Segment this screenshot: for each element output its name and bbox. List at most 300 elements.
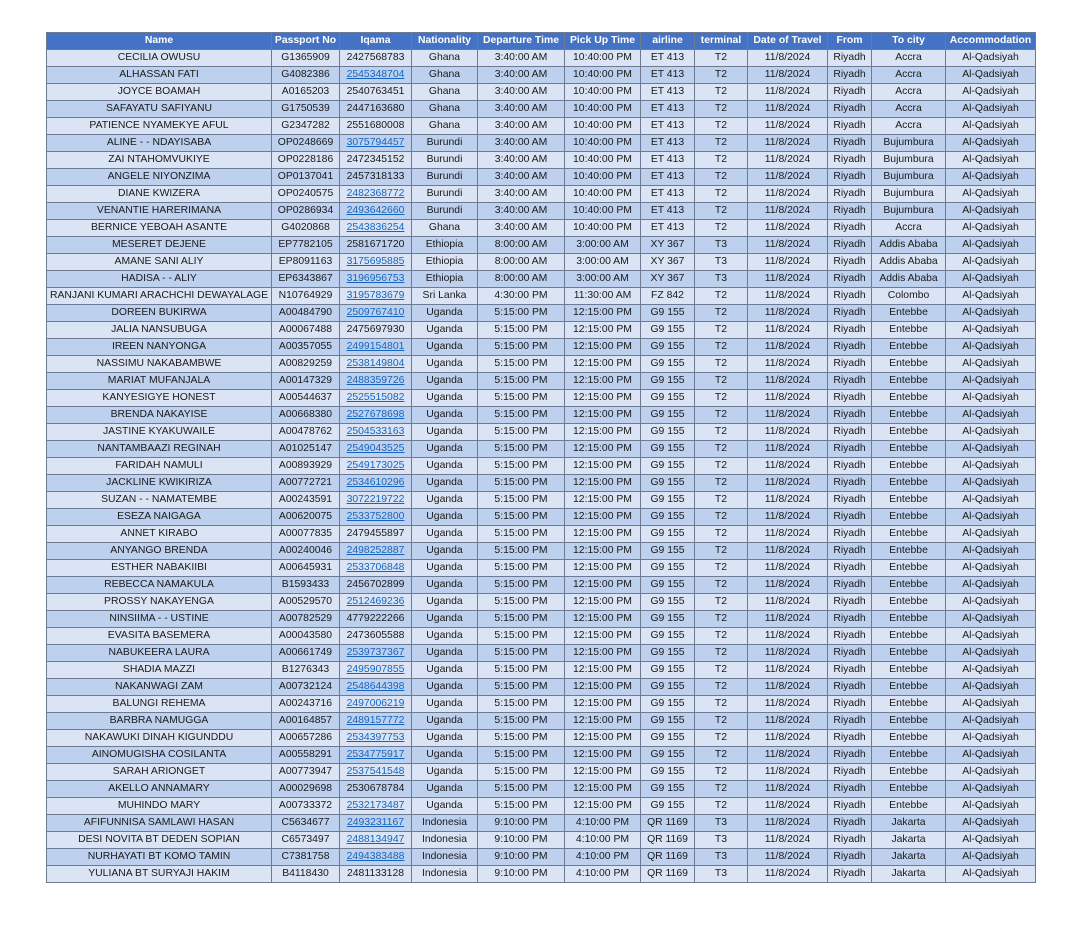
departure-time-cell: 5:15:00 PM bbox=[478, 798, 565, 815]
iqama-cell[interactable]: 2538149804 bbox=[340, 356, 412, 373]
to-city-cell: Entebbe bbox=[872, 611, 946, 628]
departure-time-cell: 5:15:00 PM bbox=[478, 713, 565, 730]
table-row bbox=[47, 101, 1036, 118]
departure-time-cell: 9:10:00 PM bbox=[478, 832, 565, 849]
travel-date-cell: 11/8/2024 bbox=[748, 866, 828, 883]
iqama-cell[interactable]: 2493231167 bbox=[340, 815, 412, 832]
accommodation-cell: Al-Qadsiyah bbox=[946, 254, 1036, 271]
departure-time-cell: 9:10:00 PM bbox=[478, 866, 565, 883]
from-cell: Riyadh bbox=[828, 526, 872, 543]
header-to-city[interactable]: To city bbox=[872, 33, 946, 50]
from-cell: Riyadh bbox=[828, 611, 872, 628]
nationality-cell: Uganda bbox=[412, 696, 478, 713]
terminal-cell: T2 bbox=[695, 101, 748, 118]
pickup-time-cell: 12:15:00 PM bbox=[565, 458, 641, 475]
accommodation-cell: Al-Qadsiyah bbox=[946, 679, 1036, 696]
departure-time-cell: 5:15:00 PM bbox=[478, 543, 565, 560]
pickup-time-cell: 12:15:00 PM bbox=[565, 509, 641, 526]
iqama-cell[interactable]: 2543836254 bbox=[340, 220, 412, 237]
header-airline[interactable]: airline bbox=[641, 33, 695, 50]
pickup-time-cell: 10:40:00 PM bbox=[565, 67, 641, 84]
terminal-cell: T2 bbox=[695, 730, 748, 747]
terminal-cell: T2 bbox=[695, 713, 748, 730]
terminal-cell: T2 bbox=[695, 747, 748, 764]
name-cell: NAKAWUKI DINAH KIGUNDDU bbox=[47, 730, 272, 747]
departure-time-cell: 5:15:00 PM bbox=[478, 458, 565, 475]
terminal-cell: T2 bbox=[695, 509, 748, 526]
name-cell: NANTAMBAAZI REGINAH bbox=[47, 441, 272, 458]
travel-date-cell: 11/8/2024 bbox=[748, 526, 828, 543]
iqama-cell[interactable]: 2498252887 bbox=[340, 543, 412, 560]
iqama-cell[interactable]: 2549043525 bbox=[340, 441, 412, 458]
accommodation-cell: Al-Qadsiyah bbox=[946, 543, 1036, 560]
iqama-cell[interactable]: 3195783679 bbox=[340, 288, 412, 305]
terminal-cell: T2 bbox=[695, 475, 748, 492]
terminal-cell: T2 bbox=[695, 441, 748, 458]
airline-cell: G9 155 bbox=[641, 441, 695, 458]
pickup-time-cell: 11:30:00 AM bbox=[565, 288, 641, 305]
to-city-cell: Entebbe bbox=[872, 798, 946, 815]
header-row bbox=[47, 33, 1036, 50]
nationality-cell: Uganda bbox=[412, 560, 478, 577]
name-cell: ESTHER NABAKIIBI bbox=[47, 560, 272, 577]
header-nationality[interactable]: Nationality bbox=[412, 33, 478, 50]
accommodation-cell: Al-Qadsiyah bbox=[946, 645, 1036, 662]
departure-time-cell: 5:15:00 PM bbox=[478, 611, 565, 628]
terminal-cell: T2 bbox=[695, 407, 748, 424]
departure-time-cell: 5:15:00 PM bbox=[478, 339, 565, 356]
table-row bbox=[47, 305, 1036, 322]
travel-date-cell: 11/8/2024 bbox=[748, 305, 828, 322]
pickup-time-cell: 12:15:00 PM bbox=[565, 611, 641, 628]
airline-cell: G9 155 bbox=[641, 764, 695, 781]
iqama-cell[interactable]: 2497006219 bbox=[340, 696, 412, 713]
table-row bbox=[47, 781, 1036, 798]
header-name[interactable]: Name bbox=[47, 33, 272, 50]
travel-date-cell: 11/8/2024 bbox=[748, 798, 828, 815]
terminal-cell: T2 bbox=[695, 339, 748, 356]
terminal-cell: T2 bbox=[695, 628, 748, 645]
iqama-cell: 4779222266 bbox=[340, 611, 412, 628]
accommodation-cell: Al-Qadsiyah bbox=[946, 441, 1036, 458]
from-cell: Riyadh bbox=[828, 866, 872, 883]
from-cell: Riyadh bbox=[828, 849, 872, 866]
departure-time-cell: 5:15:00 PM bbox=[478, 645, 565, 662]
name-cell: CECILIA OWUSU bbox=[47, 50, 272, 67]
table-row bbox=[47, 118, 1036, 135]
iqama-cell[interactable]: 2534610296 bbox=[340, 475, 412, 492]
iqama-cell[interactable]: 2493642660 bbox=[340, 203, 412, 220]
table-row bbox=[47, 543, 1036, 560]
accommodation-cell: Al-Qadsiyah bbox=[946, 560, 1036, 577]
from-cell: Riyadh bbox=[828, 288, 872, 305]
travel-date-cell: 11/8/2024 bbox=[748, 441, 828, 458]
nationality-cell: Uganda bbox=[412, 356, 478, 373]
terminal-cell: T2 bbox=[695, 356, 748, 373]
passport-cell: A00620075 bbox=[272, 509, 340, 526]
airline-cell: G9 155 bbox=[641, 424, 695, 441]
airline-cell: G9 155 bbox=[641, 526, 695, 543]
header-pick-up-time[interactable]: Pick Up Time bbox=[565, 33, 641, 50]
departure-time-cell: 5:15:00 PM bbox=[478, 390, 565, 407]
header-terminal[interactable]: terminal bbox=[695, 33, 748, 50]
table-row bbox=[47, 322, 1036, 339]
nationality-cell: Uganda bbox=[412, 611, 478, 628]
name-cell: ANGELE NIYONZIMA bbox=[47, 169, 272, 186]
to-city-cell: Bujumbura bbox=[872, 169, 946, 186]
accommodation-cell: Al-Qadsiyah bbox=[946, 237, 1036, 254]
travel-date-cell: 11/8/2024 bbox=[748, 237, 828, 254]
pickup-time-cell: 12:15:00 PM bbox=[565, 781, 641, 798]
passport-cell: A00067488 bbox=[272, 322, 340, 339]
name-cell: REBECCA NAMAKULA bbox=[47, 577, 272, 594]
pickup-time-cell: 12:15:00 PM bbox=[565, 798, 641, 815]
terminal-cell: T3 bbox=[695, 254, 748, 271]
terminal-cell: T2 bbox=[695, 169, 748, 186]
name-cell: FARIDAH NAMULI bbox=[47, 458, 272, 475]
departure-time-cell: 3:40:00 AM bbox=[478, 101, 565, 118]
departure-time-cell: 5:15:00 PM bbox=[478, 594, 565, 611]
passport-cell: A00164857 bbox=[272, 713, 340, 730]
airline-cell: G9 155 bbox=[641, 407, 695, 424]
travel-date-cell: 11/8/2024 bbox=[748, 254, 828, 271]
accommodation-cell: Al-Qadsiyah bbox=[946, 67, 1036, 84]
from-cell: Riyadh bbox=[828, 101, 872, 118]
passport-cell: A00829259 bbox=[272, 356, 340, 373]
name-cell: ESEZA NAIGAGA bbox=[47, 509, 272, 526]
departure-time-cell: 5:15:00 PM bbox=[478, 730, 565, 747]
departure-time-cell: 5:15:00 PM bbox=[478, 305, 565, 322]
accommodation-cell: Al-Qadsiyah bbox=[946, 424, 1036, 441]
name-cell: BALUNGI REHEMA bbox=[47, 696, 272, 713]
accommodation-cell: Al-Qadsiyah bbox=[946, 713, 1036, 730]
nationality-cell: Burundi bbox=[412, 169, 478, 186]
from-cell: Riyadh bbox=[828, 305, 872, 322]
to-city-cell: Colombo bbox=[872, 288, 946, 305]
nationality-cell: Ethiopia bbox=[412, 254, 478, 271]
travel-date-cell: 11/8/2024 bbox=[748, 832, 828, 849]
iqama-cell[interactable]: 2532173487 bbox=[340, 798, 412, 815]
iqama-cell[interactable]: 3075794457 bbox=[340, 135, 412, 152]
terminal-cell: T2 bbox=[695, 764, 748, 781]
iqama-cell[interactable]: 2488359726 bbox=[340, 373, 412, 390]
airline-cell: G9 155 bbox=[641, 373, 695, 390]
nationality-cell: Indonesia bbox=[412, 866, 478, 883]
table-row bbox=[47, 849, 1036, 866]
iqama-cell[interactable]: 2527678698 bbox=[340, 407, 412, 424]
terminal-cell: T3 bbox=[695, 815, 748, 832]
name-cell: DIANE KWIZERA bbox=[47, 186, 272, 203]
iqama-cell: 2427568783 bbox=[340, 50, 412, 67]
passport-cell: A00243716 bbox=[272, 696, 340, 713]
departure-time-cell: 8:00:00 AM bbox=[478, 254, 565, 271]
from-cell: Riyadh bbox=[828, 203, 872, 220]
iqama-cell[interactable]: 2539737367 bbox=[340, 645, 412, 662]
terminal-cell: T2 bbox=[695, 458, 748, 475]
name-cell: PROSSY NAKAYENGA bbox=[47, 594, 272, 611]
terminal-cell: T2 bbox=[695, 696, 748, 713]
airline-cell: ET 413 bbox=[641, 118, 695, 135]
iqama-cell[interactable]: 3072219722 bbox=[340, 492, 412, 509]
travel-date-cell: 11/8/2024 bbox=[748, 543, 828, 560]
name-cell: JASTINE KYAKUWAILE bbox=[47, 424, 272, 441]
name-cell: MESERET DEJENE bbox=[47, 237, 272, 254]
to-city-cell: Entebbe bbox=[872, 781, 946, 798]
iqama-cell[interactable]: 2533706848 bbox=[340, 560, 412, 577]
pickup-time-cell: 12:15:00 PM bbox=[565, 526, 641, 543]
travel-roster-table bbox=[46, 32, 1036, 883]
airline-cell: ET 413 bbox=[641, 203, 695, 220]
to-city-cell: Bujumbura bbox=[872, 152, 946, 169]
passport-cell: A00773947 bbox=[272, 764, 340, 781]
nationality-cell: Burundi bbox=[412, 186, 478, 203]
to-city-cell: Entebbe bbox=[872, 407, 946, 424]
iqama-cell: 2456702899 bbox=[340, 577, 412, 594]
passport-cell: A00893929 bbox=[272, 458, 340, 475]
header-from[interactable]: From bbox=[828, 33, 872, 50]
iqama-cell[interactable]: 2489157772 bbox=[340, 713, 412, 730]
iqama-cell[interactable]: 2545348704 bbox=[340, 67, 412, 84]
airline-cell: XY 367 bbox=[641, 271, 695, 288]
travel-date-cell: 11/8/2024 bbox=[748, 458, 828, 475]
name-cell: MARIAT MUFANJALA bbox=[47, 373, 272, 390]
to-city-cell: Addis Ababa bbox=[872, 271, 946, 288]
iqama-cell[interactable]: 2482368772 bbox=[340, 186, 412, 203]
departure-time-cell: 5:15:00 PM bbox=[478, 526, 565, 543]
iqama-cell[interactable]: 2509767410 bbox=[340, 305, 412, 322]
travel-date-cell: 11/8/2024 bbox=[748, 84, 828, 101]
travel-date-cell: 11/8/2024 bbox=[748, 186, 828, 203]
accommodation-cell: Al-Qadsiyah bbox=[946, 628, 1036, 645]
header-accommodation[interactable]: Accommodation bbox=[946, 33, 1036, 50]
travel-date-cell: 11/8/2024 bbox=[748, 373, 828, 390]
terminal-cell: T2 bbox=[695, 560, 748, 577]
pickup-time-cell: 12:15:00 PM bbox=[565, 492, 641, 509]
iqama-cell: 2540763451 bbox=[340, 84, 412, 101]
iqama-cell[interactable]: 2533752800 bbox=[340, 509, 412, 526]
accommodation-cell: Al-Qadsiyah bbox=[946, 390, 1036, 407]
travel-date-cell: 11/8/2024 bbox=[748, 288, 828, 305]
name-cell: BARBRA NAMUGGA bbox=[47, 713, 272, 730]
travel-date-cell: 11/8/2024 bbox=[748, 679, 828, 696]
header-departure-time[interactable]: Departure Time bbox=[478, 33, 565, 50]
terminal-cell: T2 bbox=[695, 135, 748, 152]
name-cell: ANNET KIRABO bbox=[47, 526, 272, 543]
accommodation-cell: Al-Qadsiyah bbox=[946, 577, 1036, 594]
from-cell: Riyadh bbox=[828, 577, 872, 594]
to-city-cell: Entebbe bbox=[872, 322, 946, 339]
name-cell: VENANTIE HARERIMANA bbox=[47, 203, 272, 220]
passport-cell: OP0228186 bbox=[272, 152, 340, 169]
iqama-cell[interactable]: 2548644398 bbox=[340, 679, 412, 696]
name-cell: ALINE - - NDAYISABA bbox=[47, 135, 272, 152]
from-cell: Riyadh bbox=[828, 373, 872, 390]
pickup-time-cell: 10:40:00 PM bbox=[565, 50, 641, 67]
from-cell: Riyadh bbox=[828, 730, 872, 747]
to-city-cell: Entebbe bbox=[872, 373, 946, 390]
name-cell: NAKANWAGI ZAM bbox=[47, 679, 272, 696]
pickup-time-cell: 12:15:00 PM bbox=[565, 390, 641, 407]
travel-date-cell: 11/8/2024 bbox=[748, 815, 828, 832]
iqama-cell: 2475697930 bbox=[340, 322, 412, 339]
pickup-time-cell: 12:15:00 PM bbox=[565, 730, 641, 747]
airline-cell: G9 155 bbox=[641, 645, 695, 662]
travel-date-cell: 11/8/2024 bbox=[748, 577, 828, 594]
airline-cell: G9 155 bbox=[641, 713, 695, 730]
passport-cell: A00484790 bbox=[272, 305, 340, 322]
to-city-cell: Entebbe bbox=[872, 713, 946, 730]
airline-cell: ET 413 bbox=[641, 50, 695, 67]
name-cell: AKELLO ANNAMARY bbox=[47, 781, 272, 798]
name-cell: EVASITA BASEMERA bbox=[47, 628, 272, 645]
iqama-cell[interactable]: 3196956753 bbox=[340, 271, 412, 288]
pickup-time-cell: 12:15:00 PM bbox=[565, 662, 641, 679]
departure-time-cell: 5:15:00 PM bbox=[478, 475, 565, 492]
name-cell: ANYANGO BRENDA bbox=[47, 543, 272, 560]
accommodation-cell: Al-Qadsiyah bbox=[946, 662, 1036, 679]
from-cell: Riyadh bbox=[828, 441, 872, 458]
travel-date-cell: 11/8/2024 bbox=[748, 475, 828, 492]
to-city-cell: Accra bbox=[872, 101, 946, 118]
to-city-cell: Entebbe bbox=[872, 679, 946, 696]
to-city-cell: Entebbe bbox=[872, 492, 946, 509]
terminal-cell: T3 bbox=[695, 849, 748, 866]
terminal-cell: T2 bbox=[695, 526, 748, 543]
header-passport-no[interactable]: Passport No bbox=[272, 33, 340, 50]
departure-time-cell: 5:15:00 PM bbox=[478, 509, 565, 526]
travel-date-cell: 11/8/2024 bbox=[748, 135, 828, 152]
terminal-cell: T2 bbox=[695, 662, 748, 679]
iqama-cell[interactable]: 2499154801 bbox=[340, 339, 412, 356]
iqama-cell[interactable]: 2488134947 bbox=[340, 832, 412, 849]
to-city-cell: Addis Ababa bbox=[872, 237, 946, 254]
table-row bbox=[47, 713, 1036, 730]
nationality-cell: Uganda bbox=[412, 679, 478, 696]
travel-date-cell: 11/8/2024 bbox=[748, 696, 828, 713]
from-cell: Riyadh bbox=[828, 50, 872, 67]
iqama-cell[interactable]: 2534775917 bbox=[340, 747, 412, 764]
passport-cell: OP0137041 bbox=[272, 169, 340, 186]
to-city-cell: Entebbe bbox=[872, 662, 946, 679]
to-city-cell: Accra bbox=[872, 220, 946, 237]
airline-cell: G9 155 bbox=[641, 798, 695, 815]
iqama-cell[interactable]: 3175695885 bbox=[340, 254, 412, 271]
name-cell: ALHASSAN FATI bbox=[47, 67, 272, 84]
pickup-time-cell: 12:15:00 PM bbox=[565, 356, 641, 373]
passport-cell: A00772721 bbox=[272, 475, 340, 492]
iqama-cell[interactable]: 2537541548 bbox=[340, 764, 412, 781]
passport-cell: G1750539 bbox=[272, 101, 340, 118]
iqama-cell[interactable]: 2549173025 bbox=[340, 458, 412, 475]
nationality-cell: Ghana bbox=[412, 101, 478, 118]
to-city-cell: Bujumbura bbox=[872, 135, 946, 152]
table-row bbox=[47, 866, 1036, 883]
to-city-cell: Entebbe bbox=[872, 526, 946, 543]
from-cell: Riyadh bbox=[828, 322, 872, 339]
name-cell: KANYESIGYE HONEST bbox=[47, 390, 272, 407]
table-row bbox=[47, 441, 1036, 458]
passport-cell: B1593433 bbox=[272, 577, 340, 594]
airline-cell: G9 155 bbox=[641, 679, 695, 696]
nationality-cell: Uganda bbox=[412, 492, 478, 509]
airline-cell: FZ 842 bbox=[641, 288, 695, 305]
airline-cell: QR 1169 bbox=[641, 849, 695, 866]
nationality-cell: Uganda bbox=[412, 662, 478, 679]
pickup-time-cell: 4:10:00 PM bbox=[565, 849, 641, 866]
airline-cell: G9 155 bbox=[641, 696, 695, 713]
airline-cell: G9 155 bbox=[641, 475, 695, 492]
accommodation-cell: Al-Qadsiyah bbox=[946, 203, 1036, 220]
name-cell: AINOMUGISHA COSILANTA bbox=[47, 747, 272, 764]
nationality-cell: Uganda bbox=[412, 373, 478, 390]
iqama-cell[interactable]: 2504533163 bbox=[340, 424, 412, 441]
terminal-cell: T2 bbox=[695, 594, 748, 611]
accommodation-cell: Al-Qadsiyah bbox=[946, 730, 1036, 747]
iqama-cell[interactable]: 2525515082 bbox=[340, 390, 412, 407]
travel-date-cell: 11/8/2024 bbox=[748, 645, 828, 662]
table-row bbox=[47, 390, 1036, 407]
header-iqama[interactable]: Iqama bbox=[340, 33, 412, 50]
travel-date-cell: 11/8/2024 bbox=[748, 407, 828, 424]
nationality-cell: Indonesia bbox=[412, 849, 478, 866]
name-cell: JOYCE BOAMAH bbox=[47, 84, 272, 101]
to-city-cell: Entebbe bbox=[872, 424, 946, 441]
iqama-cell: 2472345152 bbox=[340, 152, 412, 169]
departure-time-cell: 9:10:00 PM bbox=[478, 849, 565, 866]
table-row bbox=[47, 509, 1036, 526]
passport-cell: A00147329 bbox=[272, 373, 340, 390]
travel-date-cell: 11/8/2024 bbox=[748, 169, 828, 186]
name-cell: AFIFUNNISA SAMLAWI HASAN bbox=[47, 815, 272, 832]
pickup-time-cell: 12:15:00 PM bbox=[565, 594, 641, 611]
to-city-cell: Entebbe bbox=[872, 509, 946, 526]
iqama-cell[interactable]: 2494383488 bbox=[340, 849, 412, 866]
departure-time-cell: 5:15:00 PM bbox=[478, 679, 565, 696]
pickup-time-cell: 4:10:00 PM bbox=[565, 866, 641, 883]
passport-cell: A00732124 bbox=[272, 679, 340, 696]
accommodation-cell: Al-Qadsiyah bbox=[946, 186, 1036, 203]
travel-date-cell: 11/8/2024 bbox=[748, 764, 828, 781]
terminal-cell: T2 bbox=[695, 220, 748, 237]
pickup-time-cell: 12:15:00 PM bbox=[565, 322, 641, 339]
terminal-cell: T2 bbox=[695, 288, 748, 305]
from-cell: Riyadh bbox=[828, 662, 872, 679]
from-cell: Riyadh bbox=[828, 356, 872, 373]
nationality-cell: Ghana bbox=[412, 84, 478, 101]
to-city-cell: Entebbe bbox=[872, 356, 946, 373]
table-row bbox=[47, 288, 1036, 305]
accommodation-cell: Al-Qadsiyah bbox=[946, 611, 1036, 628]
iqama-cell[interactable]: 2495907855 bbox=[340, 662, 412, 679]
iqama-cell[interactable]: 2512469236 bbox=[340, 594, 412, 611]
travel-date-cell: 11/8/2024 bbox=[748, 781, 828, 798]
nationality-cell: Indonesia bbox=[412, 815, 478, 832]
pickup-time-cell: 10:40:00 PM bbox=[565, 152, 641, 169]
passport-cell: EP6343867 bbox=[272, 271, 340, 288]
to-city-cell: Addis Ababa bbox=[872, 254, 946, 271]
name-cell: YULIANA BT SURYAJI HAKIM bbox=[47, 866, 272, 883]
header-date-of-travel[interactable]: Date of Travel bbox=[748, 33, 828, 50]
departure-time-cell: 5:15:00 PM bbox=[478, 628, 565, 645]
table-row bbox=[47, 832, 1036, 849]
travel-date-cell: 11/8/2024 bbox=[748, 50, 828, 67]
travel-date-cell: 11/8/2024 bbox=[748, 662, 828, 679]
iqama-cell[interactable]: 2534397753 bbox=[340, 730, 412, 747]
travel-date-cell: 11/8/2024 bbox=[748, 628, 828, 645]
travel-date-cell: 11/8/2024 bbox=[748, 322, 828, 339]
passport-cell: A0165203 bbox=[272, 84, 340, 101]
from-cell: Riyadh bbox=[828, 152, 872, 169]
